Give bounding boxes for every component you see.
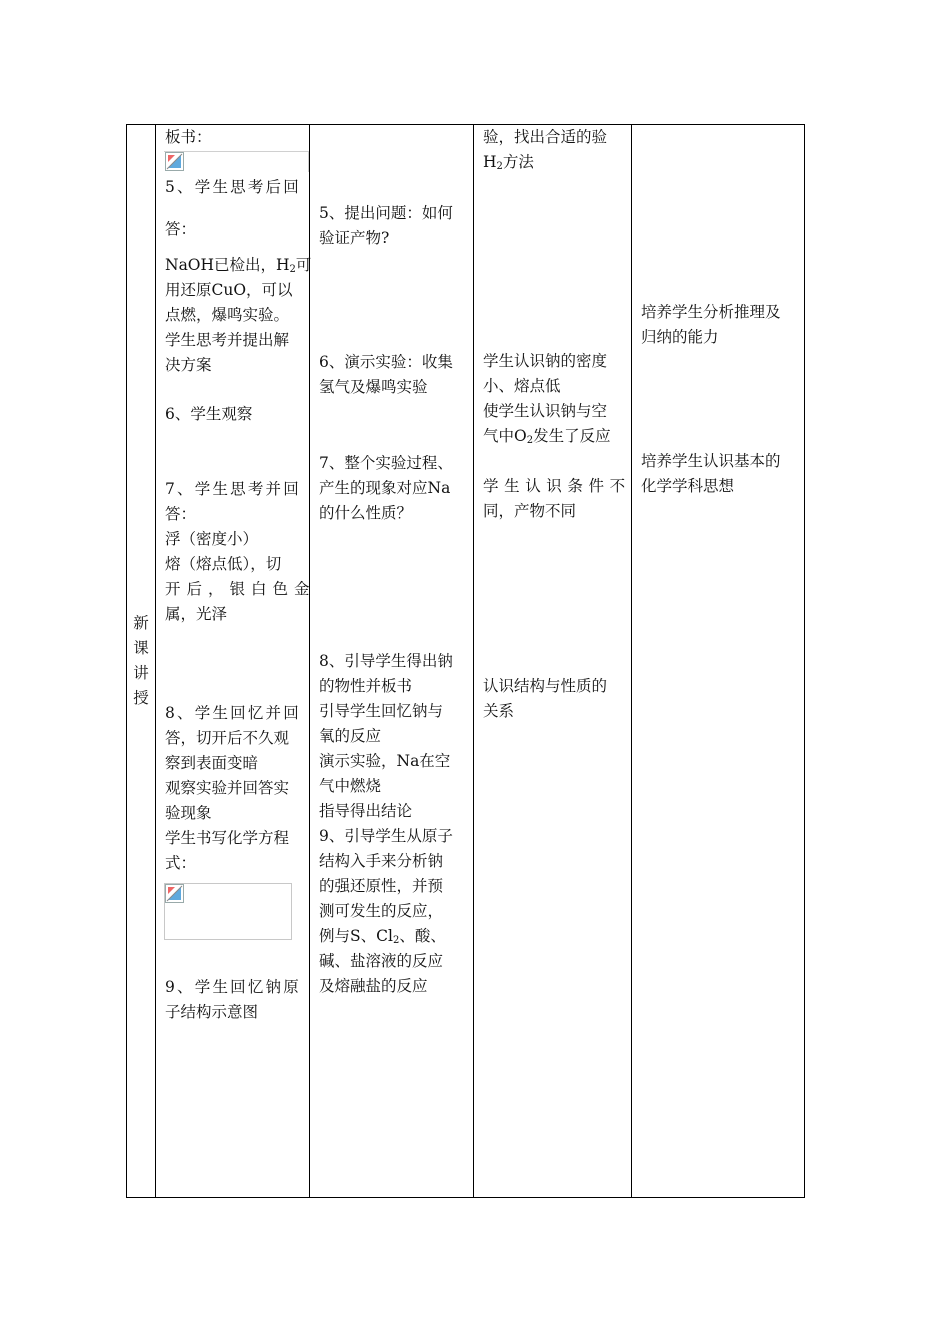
student-step-5-answer: 学生思考并提出解: [165, 331, 290, 349]
intent-text: 学生认识条件不: [483, 477, 631, 495]
teacher-step-8: 气中燃烧: [319, 777, 382, 795]
student-step-7: 7、学生思考并回: [165, 480, 301, 498]
intent-text: [483, 150, 534, 179]
text: NaOH已检出，H: [165, 256, 290, 274]
student-step-5-answer: 决方案: [165, 356, 212, 374]
student-step-7: 答：: [165, 505, 197, 523]
teacher-step-9: 及熔融盐的反应: [319, 977, 428, 995]
broken-image-icon: [165, 152, 184, 171]
student-step-8: 式：: [165, 854, 197, 872]
text: H: [483, 153, 497, 171]
stage-label: [127, 611, 155, 711]
student-step-8: 答，切开后不久观: [165, 729, 290, 747]
text: 可: [295, 256, 312, 274]
student-step-5: 5、学生思考后回: [165, 178, 301, 196]
intent-text: 认识结构与性质的: [483, 677, 608, 695]
teacher-step-8: 指导得出结论: [319, 802, 413, 820]
teacher-step-9: 的强还原性，并预: [319, 877, 444, 895]
teacher-step-9: 碱、盐溶液的反应: [319, 952, 444, 970]
teacher-step-9: 9、引导学生从原子: [319, 827, 453, 845]
teacher-step-8: 8、引导学生得出钠: [319, 652, 453, 670]
student-step-8: 学生书写化学方程: [165, 829, 290, 847]
stage-char: 讲: [133, 664, 149, 682]
intent-text: 验，找出合适的验: [483, 128, 608, 146]
student-step-8: 验现象: [165, 804, 212, 822]
stage-char: 授: [133, 689, 149, 707]
student-step-6: 6、学生观察: [165, 405, 253, 423]
intent-text: 学生认识钠的密度: [483, 352, 608, 370]
teacher-step-5: 5、提出问题：如何: [319, 204, 453, 222]
note-text: 归纳的能力: [641, 328, 719, 346]
teacher-step-6: 6、演示实验：收集: [319, 353, 453, 371]
teacher-step-7: 产生的现象对应Na: [319, 479, 451, 497]
subscript: 2: [289, 264, 296, 275]
intent-text: 同，产物不同: [483, 502, 577, 520]
text: 气中O: [483, 427, 527, 445]
stage-char: 新: [133, 614, 149, 632]
teacher-step-6: 氢气及爆鸣实验: [319, 378, 428, 396]
board-label: 板书：: [165, 128, 212, 146]
teacher-step-7: 的什么性质？: [319, 504, 413, 522]
subscript: 2: [526, 435, 534, 446]
student-step-8: 察到表面变暗: [165, 754, 259, 772]
teacher-activity-cell: [310, 125, 473, 1197]
note-text: 化学学科思想: [641, 477, 735, 495]
teacher-step-9: 结构入手来分析钠: [319, 852, 444, 870]
student-step-7: 开后，银白色金: [165, 580, 316, 598]
student-step-7: 熔（熔点低），切: [165, 555, 282, 573]
text: 例与S、Cl: [319, 927, 393, 945]
text: 发生了反应: [533, 427, 611, 445]
intent-text: 小、熔点低: [483, 377, 561, 395]
teacher-step-8: 演示实验，Na在空: [319, 752, 451, 770]
student-step-5-cont: 答：: [165, 220, 197, 238]
student-step-5-answer: 点燃，爆鸣实验。: [165, 306, 290, 324]
student-step-8: 8、学生回忆并回: [165, 704, 301, 722]
text: 方法: [502, 153, 534, 171]
intent-text: 使学生认识钠与空: [483, 402, 608, 420]
subscript: 2: [496, 161, 503, 172]
design-intent-cell: [474, 125, 631, 1197]
student-step-7: 属，光泽: [165, 605, 228, 623]
stage-char: 课: [133, 639, 149, 657]
intent-text: [483, 424, 611, 453]
teacher-step-5: 验证产物?: [319, 229, 390, 247]
teacher-step-9: 测可发生的反应，: [319, 902, 444, 920]
teacher-step-8: 引导学生回忆钠与: [319, 702, 444, 720]
broken-image-icon: [165, 884, 184, 903]
note-text: 培养学生认识基本的: [641, 452, 781, 470]
teacher-step-7: 7、整个实验过程、: [319, 454, 453, 472]
student-step-8: 观察实验并回答实: [165, 779, 290, 797]
board-image-frame: [164, 151, 309, 172]
stage-cell: [127, 125, 155, 1197]
notes-cell: [632, 125, 804, 1197]
student-step-9: 9、学生回忆钠原: [165, 978, 301, 996]
student-step-9: 子结构示意图: [165, 1003, 259, 1021]
student-activity-cell: [156, 125, 316, 1197]
teacher-step-8: 的物性并板书: [319, 677, 413, 695]
lesson-plan-table: [126, 124, 805, 1198]
subscript: 2: [392, 935, 400, 946]
intent-text: 关系: [483, 702, 515, 720]
note-text: 培养学生分析推理及: [641, 303, 781, 321]
text: 、酸、: [399, 927, 446, 945]
student-step-7: 浮（密度小）: [165, 530, 259, 548]
student-step-5-answer: 用还原CuO，可以: [165, 281, 293, 299]
teacher-step-8: 氧的反应: [319, 727, 382, 745]
